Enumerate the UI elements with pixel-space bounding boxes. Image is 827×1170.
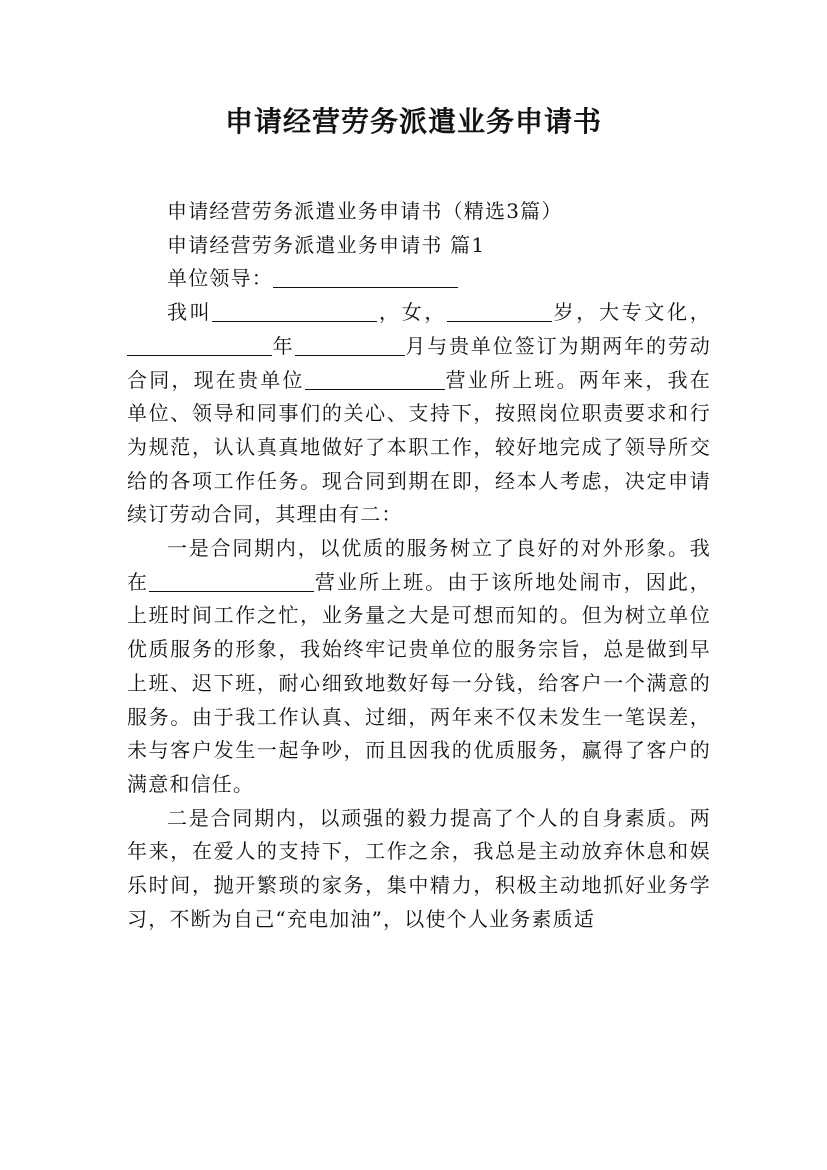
document-title: 申请经营劳务派遣业务申请书: [224, 105, 602, 138]
intro-text-6: 营业所上班。两年来，我在单位、领导和同事们的关心、支持下，按照岗位职责要求和行为规范，认认真真地做好了本职工作，较好地完成了领导所交给的各项工作任务。现合同到期在即，经本人考虑，决定申请续订劳动合同，其理由有二：: [127, 367, 711, 527]
intro-text-3: 岁，大专文化，: [552, 300, 711, 325]
name-blank: [212, 299, 377, 322]
reason-one-text-2: 营业所上班。由于该所地处闹市，因此，上班时间工作之忙，业务量之大是可想而知的。但为树立单位优质服务的形象，我始终牢记贵单位的服务宗旨，总是做到早上班、迟下班，耐心细致地数好每一分钱，给客户一个满意的服务。由于我工作认真、过细，两年来不仅未发生一笔误差，未与客户发生一起争吵，而且因我的优质服务，赢得了客户的满意和信任。: [127, 569, 711, 796]
subtitle-line: 申请经营劳务派遣业务申请书（精选3篇）: [167, 199, 563, 223]
age-blank: [447, 299, 552, 322]
intro-text-4: 年: [272, 333, 295, 358]
year-blank: [127, 333, 272, 356]
intro-text-1: 我叫: [167, 300, 213, 325]
unit-blank: [305, 367, 445, 390]
reason-one-text-1: 一是合同期内，以优质的服务树立了良好的对外形象。我在: [127, 536, 711, 594]
paragraph-reason-two: 二是合同期内，以顽强的毅力提高了个人的自身素质。两年来，在爱人的支持下，工作之余，我总是主动放弃休息和娱乐时间，抛开繁琐的家务，集中精力，积极主动地抓好业务学习，不断为自己“充电加油”，以使个人业务素质适: [127, 805, 711, 931]
document-body: [127, 195, 711, 936]
salutation-text: 单位领导：: [167, 266, 273, 291]
intro-text-5: 月与贵单位签订为期两年的劳动合同，现在贵单位: [127, 333, 711, 392]
section-heading: 申请经营劳务派遣业务申请书 篇1: [167, 232, 486, 257]
month-blank: [295, 333, 405, 356]
intro-text-2: ，女，: [377, 300, 448, 325]
paragraph-reason-one: [127, 532, 711, 802]
office-blank: [149, 569, 314, 592]
salutation-line: [127, 262, 711, 296]
leader-name-blank: [273, 265, 458, 288]
paragraph-intro: [127, 296, 711, 532]
